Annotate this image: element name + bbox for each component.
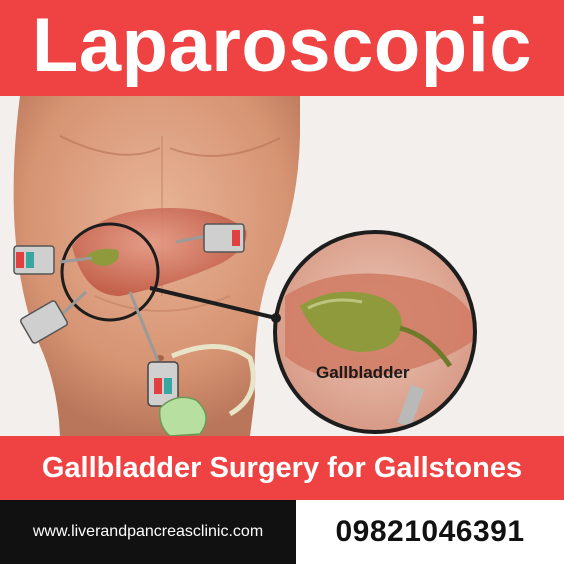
page-title: Laparoscopic	[31, 3, 533, 88]
surgery-illustration	[0, 96, 564, 436]
website-link[interactable]: www.liverandpancreasclinic.com	[32, 523, 264, 540]
title-banner	[0, 0, 564, 96]
gallbladder-label: Gallbladder	[316, 363, 410, 382]
phone-panel	[296, 500, 564, 564]
website-panel	[0, 500, 296, 564]
caption-banner	[0, 436, 564, 500]
footer	[0, 500, 564, 564]
caption-text: Gallbladder Surgery for Gallstones	[41, 451, 523, 484]
zoom-detail	[271, 232, 480, 432]
phone-number[interactable]: 09821046391	[335, 515, 525, 548]
